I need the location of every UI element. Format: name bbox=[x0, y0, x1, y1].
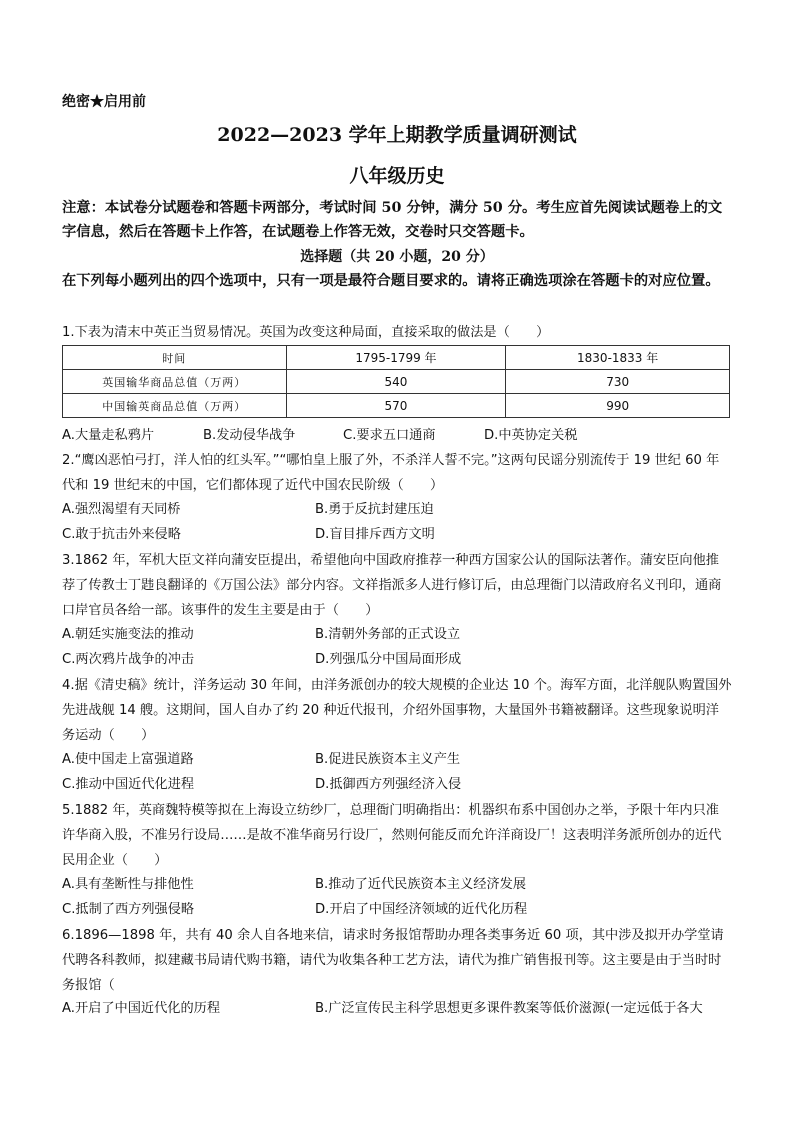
question-4-option-a: A.使中国走上富强道路 bbox=[62, 752, 194, 767]
question-2-stem: 2.“鹰凶恶怕弓打，洋人怕的红头军。”“哪怕皇上服了外，不杀洋人誓不完。”这两句民谣分别流传于 19 世纪 60 年代和 19 世纪末的中国，它们都体现了近代中国农民阶级（ ） bbox=[62, 453, 720, 493]
question-6-stem: 6.1896—1898 年，共有 40 余人自各地来信，请求时务报馆帮助办理各类事务近 60 项，其中涉及拟开办学堂请代聘各科教师，拟建藏书局请代购书籍，请代为收集各种工艺方法，请代为推广销售报刊等。这主要是由于当时时务报馆（ bbox=[62, 928, 724, 993]
question-4-option-d: D.抵御西方列强经济入侵 bbox=[315, 777, 462, 792]
exam-subject: 八年级历史 bbox=[349, 165, 445, 187]
confidential-label: 绝密★启用前 bbox=[62, 94, 146, 110]
trade-table bbox=[62, 345, 730, 418]
question-5-option-b: B.推动了近代民族资本主义经济发展 bbox=[315, 877, 527, 892]
table-row bbox=[63, 370, 730, 394]
table-header-cell: 时间 bbox=[63, 346, 287, 370]
question-5-stem: 5.1882 年，英商魏特模等拟在上海设立纺纱厂，总理衙门明确指出：机器织布系中国创办之举，予限十年内只准许华商入股，不准另行设局……是故不准华商另行设厂，然则何能反而允许洋商设厂！这表明洋务派所创办的近代民用企业（ ） bbox=[62, 803, 722, 868]
question-6-option-b: B.广泛宣传民主科学思想更多课件教案等低价滋源(一定远低于各大 bbox=[315, 1001, 703, 1016]
question-2-option-c: C.敢于抗击外来侵略 bbox=[62, 527, 181, 542]
question-5-option-d: D.开启了中国经济领域的近代化历程 bbox=[315, 902, 528, 917]
question-1-option-c: C.要求五口通商 bbox=[343, 428, 436, 443]
table-cell: 730 bbox=[506, 370, 730, 394]
question-5-option-c: C.抵制了西方列强侵略 bbox=[62, 902, 195, 917]
table-cell: 540 bbox=[286, 370, 506, 394]
question-1-option-d: D.中英协定关税 bbox=[484, 428, 578, 443]
question-1-option-b: B.发动侵华战争 bbox=[203, 428, 296, 443]
question-3-option-a: A.朝廷实施变法的推动 bbox=[62, 627, 194, 642]
table-cell: 570 bbox=[286, 394, 506, 418]
exam-title: 2022—2023 学年上期教学质量调研测试 bbox=[217, 124, 577, 146]
table-header-row bbox=[63, 346, 730, 370]
question-1-stem: 1.下表为清末中英正当贸易情况。英国为改变这种局面，直接采取的做法是（ ） bbox=[62, 325, 550, 340]
table-cell: 990 bbox=[506, 394, 730, 418]
table-row bbox=[63, 394, 730, 418]
table-header-cell: 1830-1833 年 bbox=[506, 346, 730, 370]
section-title: 选择题（共 20 小题，20 分） bbox=[300, 249, 494, 265]
table-cell: 英国输华商品总值（万两） bbox=[63, 370, 287, 394]
section-instruction: 在下列每小题列出的四个选项中，只有一项是最符合题目要求的。请将正确选项涂在答题卡的对应位置。 bbox=[62, 273, 720, 289]
question-6-option-a: A.开启了中国近代化的历程 bbox=[62, 1001, 221, 1016]
exam-notice: 注意：本试卷分试题卷和答题卡两部分，考试时间 50 分钟，满分 50 分。考生应首先阅读试题卷上的文字信息，然后在答题卡上作答，在试题卷上作答无效，交卷时只交答题卡。 bbox=[62, 200, 723, 240]
question-4-option-c: C.推动中国近代化进程 bbox=[62, 777, 195, 792]
question-2-option-a: A.强烈渴望有天同桥 bbox=[62, 502, 181, 517]
question-3-stem: 3.1862 年，军机大臣文祥向蒲安臣提出，希望他向中国政府推荐一种西方国家公认的国际法著作。蒲安臣向他推荐了传教士丁韪良翻译的《万国公法》部分内容。文祥指派多人进行修订后，由总理衙门以清政府名义刊印，通商口岸官员各给一部。该事件的发生主要是由于（ ） bbox=[62, 553, 722, 618]
question-4-stem: 4.据《清史稿》统计，洋务运动 30 年间，由洋务派创办的较大规模的企业达 10 个。海军方面，北洋舰队购置国外先进战舰 14 艘。这期间，国人自办了约 20 种近代报刊，介绍外国事物，大量国外书籍被翻译。这些现象说明洋务运动（ ） bbox=[62, 678, 732, 743]
question-3-option-d: D.列强瓜分中国局面形成 bbox=[315, 652, 462, 667]
question-3-option-c: C.两次鸦片战争的冲击 bbox=[62, 652, 195, 667]
table-cell: 中国输英商品总值（万两） bbox=[63, 394, 287, 418]
question-2-option-d: D.盲目排斥西方文明 bbox=[315, 527, 435, 542]
question-2-option-b: B.勇于反抗封建压迫 bbox=[315, 502, 434, 517]
question-1-option-a: A.大量走私鸦片 bbox=[62, 428, 155, 443]
question-5-option-a: A.具有垄断性与排他性 bbox=[62, 877, 194, 892]
question-4-option-b: B.促进民族资本主义产生 bbox=[315, 752, 461, 767]
table-header-cell: 1795-1799 年 bbox=[286, 346, 506, 370]
question-3-option-b: B.清朝外务部的正式设立 bbox=[315, 627, 461, 642]
